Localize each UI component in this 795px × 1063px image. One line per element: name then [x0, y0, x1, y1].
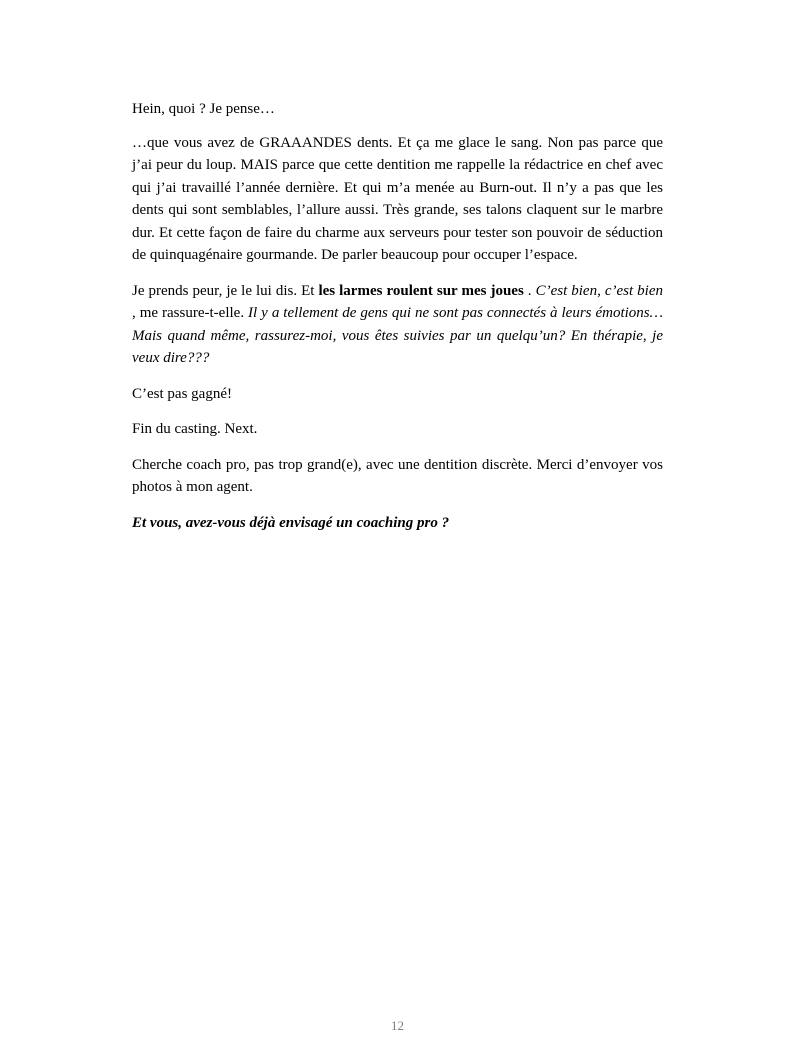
paragraph-casting-end: Fin du casting. Next. — [132, 421, 258, 437]
page-body — [132, 98, 663, 547]
page-number: 12 — [391, 1018, 404, 1033]
paragraph-closing-question: Et vous, avez-vous déjà envisagé un coaching pro ? — [132, 514, 450, 531]
italic-text: C’est bien, c’est bien — [535, 282, 663, 299]
text-segment: . — [523, 282, 536, 299]
italic-text: Il y a tellement de gens qui ne sont pas connectés à leurs émotions… Mais quand même, rassurez-moi, vous êtes suivies par un quelqu’un? En thérapie, je veux dire??? — [132, 305, 663, 366]
paragraph-intro: Hein, quoi ? Je pense… — [132, 101, 275, 117]
bold-text: les larmes roulent sur mes joues — [318, 282, 524, 299]
paragraph-teeth: …que vous avez de GRAAANDES dents. Et ça me glace le sang. Non pas parce que j’ai peur du loup. MAIS parce que cette dentition me rappelle la rédactrice en chef avec qui j’ai travaillé l’année dernière. Et qui m’a menée au Burn-out. Il n’y a pas que les dents qui sont semblables, l’allure aussi. Très grande, ses talons claquent sur le marbre dur. Et cette façon de faire du charme aux serveurs pour tester son pouvoir de séduction de quinquagénaire gourmande. De parler beaucoup pour occuper l’espace. — [132, 134, 663, 263]
text-segment: , me rassure-t-elle. — [132, 305, 249, 321]
paragraph-not-won: C’est pas gagné! — [132, 385, 232, 402]
paragraph-coach-ad: Cherche coach pro, pas trop grand(e), avec une dentition discrète. Merci d’envoyer vos photos à mon agent. — [132, 456, 663, 495]
text-segment: Je prends peur, je le lui dis. Et — [132, 282, 319, 299]
paragraph-tears — [132, 280, 663, 370]
